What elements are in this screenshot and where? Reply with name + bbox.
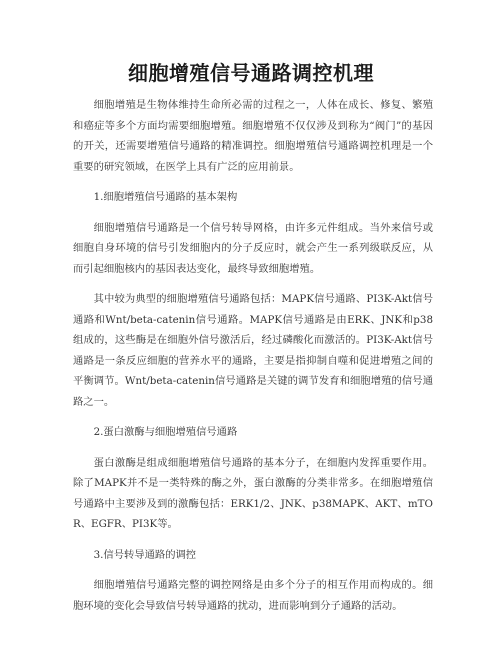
section-1-heading: 1.细胞增殖信号通路的基本架构 <box>93 191 238 203</box>
document-title: 细胞增殖信号通路调控机理 <box>128 61 374 85</box>
spacer <box>73 412 433 422</box>
section-2-paragraph-1: 蛋白激酶是组成细胞增殖信号通路的基本分子，在细胞内发挥重要作用。除了MAPK并不是一类特殊的酶之外，蛋白激酶的分类非常多。在细胞增殖信号通路中主要涉及到的激酶包括：ERK1/2、JNK、p38MAPK、AKT、mTOR、EGFR、PI3K等。 <box>73 456 433 530</box>
section-3-heading: 3.信号转导通路的调控 <box>93 548 197 561</box>
spacer <box>73 177 433 187</box>
spacer <box>73 535 433 545</box>
spacer <box>73 208 433 218</box>
section-1-paragraph-1: 细胞增殖信号通路是一个信号转导网格，由许多元件组成。当外来信号或细胞自身环境的信号引发细胞内的分子反应时，就会产生一系列级联反应，从而引起细胞核内的基因表达变化，最终导致细胞增殖。 <box>73 221 433 275</box>
section-3-paragraph-1: 细胞增殖信号通路完整的调控网络是由多个分子的相互作用而构成的。细胞环境的变化会导致信号转导通路的扰动，进而影响到分子通路的活动。 <box>73 579 433 612</box>
spacer <box>73 279 433 289</box>
spacer <box>73 565 433 575</box>
section-2-heading: 2.蛋白激酶与细胞增殖信号通路 <box>93 426 238 438</box>
document-body <box>73 95 433 616</box>
section-1-paragraph-2: 其中较为典型的细胞增殖信号通路包括：MAPK信号通路、PI3K-Akt信号通路和Wnt/beta-catenin信号通路。MAPK信号通路是由ERK、JNK和p38组成的，这些酶是在细胞外信号激活后，经过磷酸化而激活的。PI3K-Akt信号通路是一条反应细胞的营养水平的通路，主要是指抑制自噬和促进增殖之间的平衡调节。Wnt/beta-catenin信号通路是关键的调节发育和细胞增殖的信号通路之一。 <box>73 293 433 408</box>
intro-paragraph: 细胞增殖是生物体维持生命所必需的过程之一，人体在成长、修复、繁殖和癌症等多个方面均需要细胞增殖。细胞增殖不仅仅涉及到称为“阀门”的基因的开关，还需要增殖信号通路的精准调控。细胞增殖信号通路调控机理是一个重要的研究领域，在医学上具有广泛的应用前景。 <box>73 99 433 173</box>
spacer <box>73 443 433 453</box>
